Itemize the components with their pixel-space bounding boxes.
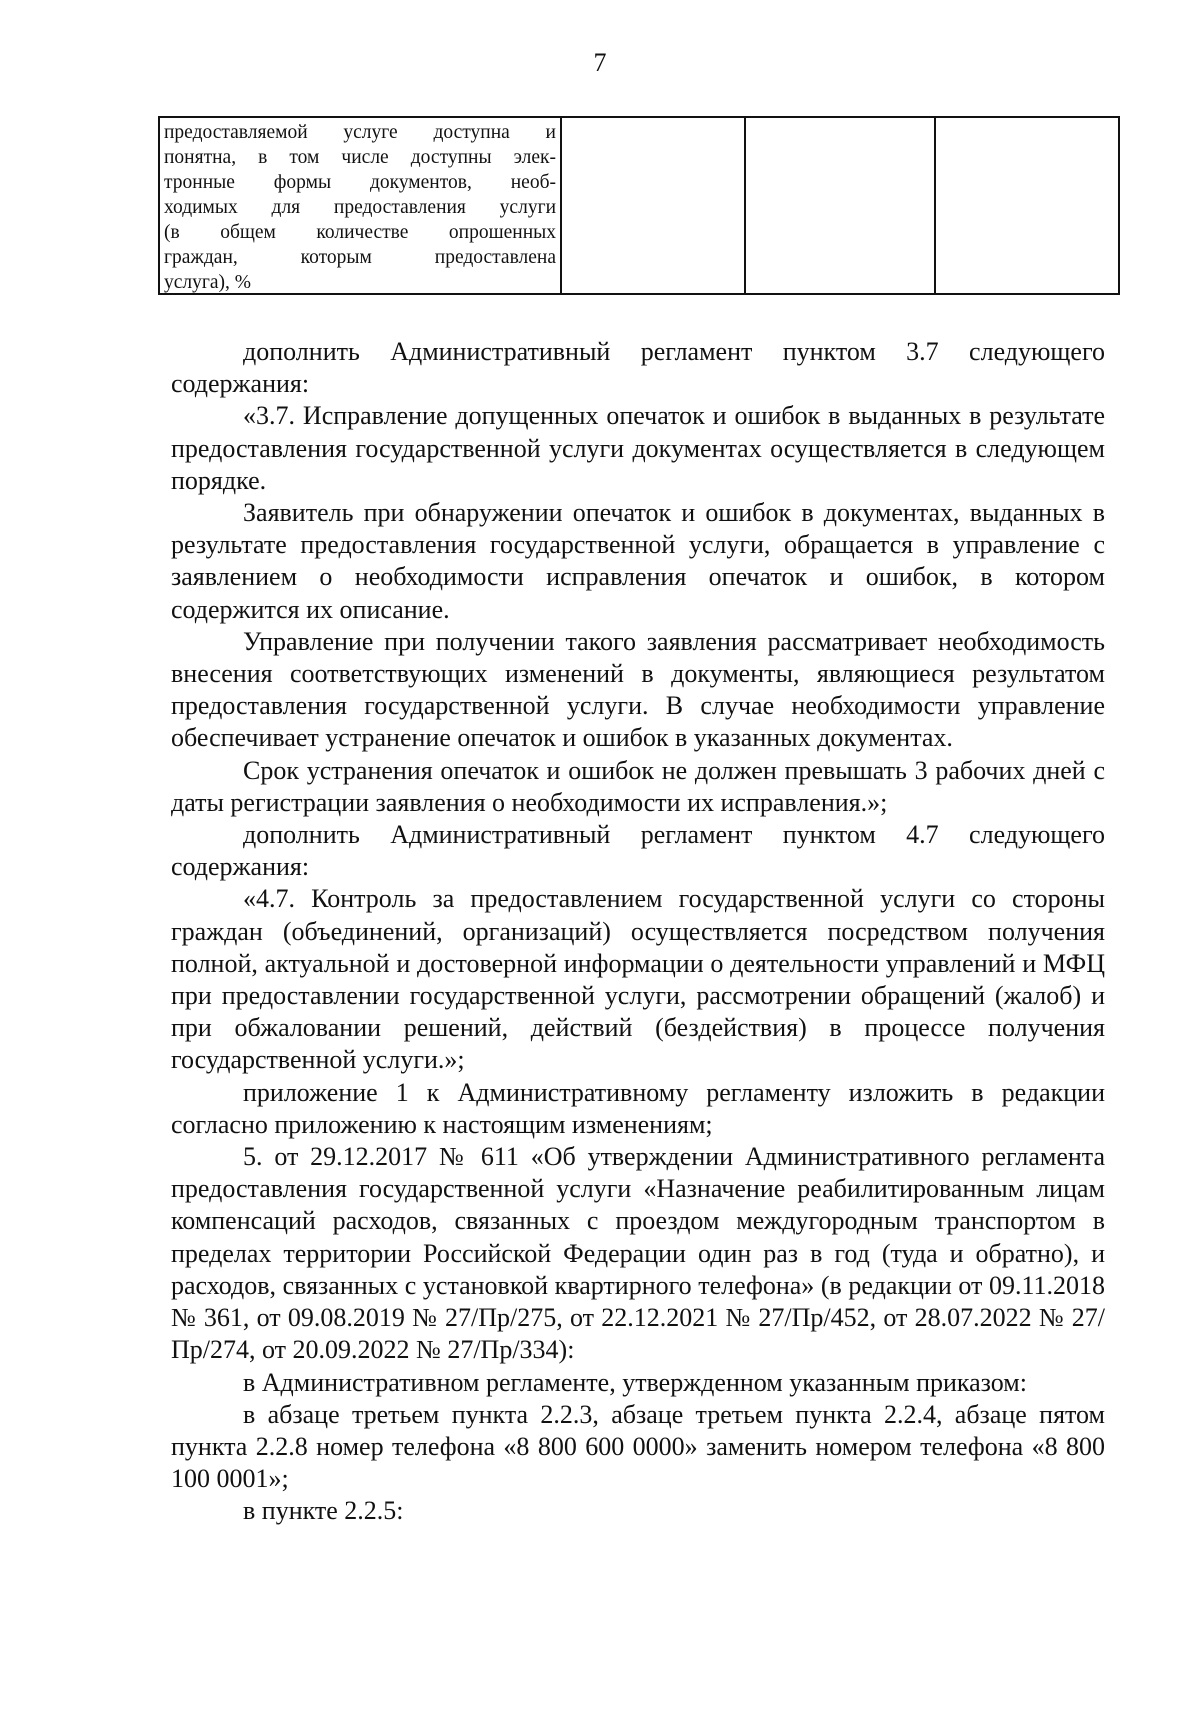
document-body (171, 336, 1105, 1528)
table-cell-empty (561, 117, 745, 294)
paragraph: дополнить Административный регламент пунктом 3.7 следующего содержания: (171, 337, 1105, 399)
table-cell-empty (935, 117, 1119, 294)
continuation-table (158, 116, 1120, 295)
table-cell-empty (745, 117, 935, 294)
table-cell-text (160, 118, 560, 293)
paragraph: дополнить Административный регламент пунктом 4.7 следующего содержания: (171, 820, 1105, 882)
table-cell-line: граждан, которым предоставлена (164, 247, 556, 268)
paragraph: Управление при получении такого заявления рассматривает необходимость внесения соответствующих изменений в документы, являющиеся результатом предоставления государственной услуги. В случае необходимости управление обеспечивает устранение опечаток и ошибок в указанных документах. (171, 626, 1105, 753)
paragraph: в пункте 2.2.5: (243, 1496, 404, 1526)
paragraph: Срок устранения опечаток и ошибок не должен превышать 3 рабочих дней с даты регистрации заявления о необходимости их исправления.»; (171, 755, 1105, 817)
paragraph: в абзаце третьем пункта 2.2.3, абзаце третьем пункта 2.2.4, абзаце пятом пункта 2.2.8 номер телефона «8 800 600 0000» заменить номером телефона «8 800 100 0001»; (171, 1399, 1105, 1494)
page-number: 7 (593, 48, 607, 77)
table-cell-line: предоставляемой услуге доступна и (164, 122, 556, 143)
table-cell-line: понятна, в том числе доступны элек- (164, 147, 556, 168)
paragraph: Заявитель при обнаружении опечаток и ошибок в документах, выданных в результате предоставления государственной услуги, обращается в управление с заявлением о необходимости исправления опечаток и ошибок, в котором содержится их описание. (171, 498, 1105, 624)
table-cell-line: услуга), % (164, 272, 252, 293)
paragraph: «3.7. Исправление допущенных опечаток и ошибок в выданных в результате предоставления государственной услуги документах осуществляется в следующем порядке. (171, 401, 1105, 495)
table-row (159, 117, 1119, 294)
paragraph: 5. от 29.12.2017 № 611 «Об утверждении Административного регламента предоставления государственной услуги «Назначение реабилитированным лицам компенсаций расходов, связанных с проездом междугородным транспортом в пределах территории Российской Федерации один раз в год (туда и обратно), и расходов, связанных с установкой квартирного телефона» (в редакции от 09.11.2018 № 361, от 09.08.2019 № 27/Пр/275, от 22.12.2021 № 27/Пр/452, от 28.07.2022 № 27/Пр/274, от 20.09.2022 № 27/Пр/334): (171, 1142, 1105, 1365)
paragraph: приложение 1 к Административному регламенту изложить в редакции согласно приложению к настоящим изменениям; (171, 1077, 1105, 1139)
table-cell-line: тронные формы документов, необ- (164, 172, 556, 193)
table-cell-description (159, 117, 561, 294)
table-cell-line: ходимых для предоставления услуги (164, 197, 556, 218)
table-cell-line: (в общем количестве опрошенных (164, 222, 556, 243)
paragraph: «4.7. Контроль за предоставлением государственной услуги со стороны граждан (объединений, организаций) осуществляется посредством получения полной, актуальной и достоверной информации о деятельности управлений и МФЦ при предоставлении государственной услуги, рассмотрении обращений (жалоб) и при обжаловании решений, действий (бездействия) в процессе получения государственной услуги.»; (171, 884, 1105, 1075)
paragraph: в Административном регламенте, утвержденном указанным приказом: (243, 1367, 1027, 1397)
